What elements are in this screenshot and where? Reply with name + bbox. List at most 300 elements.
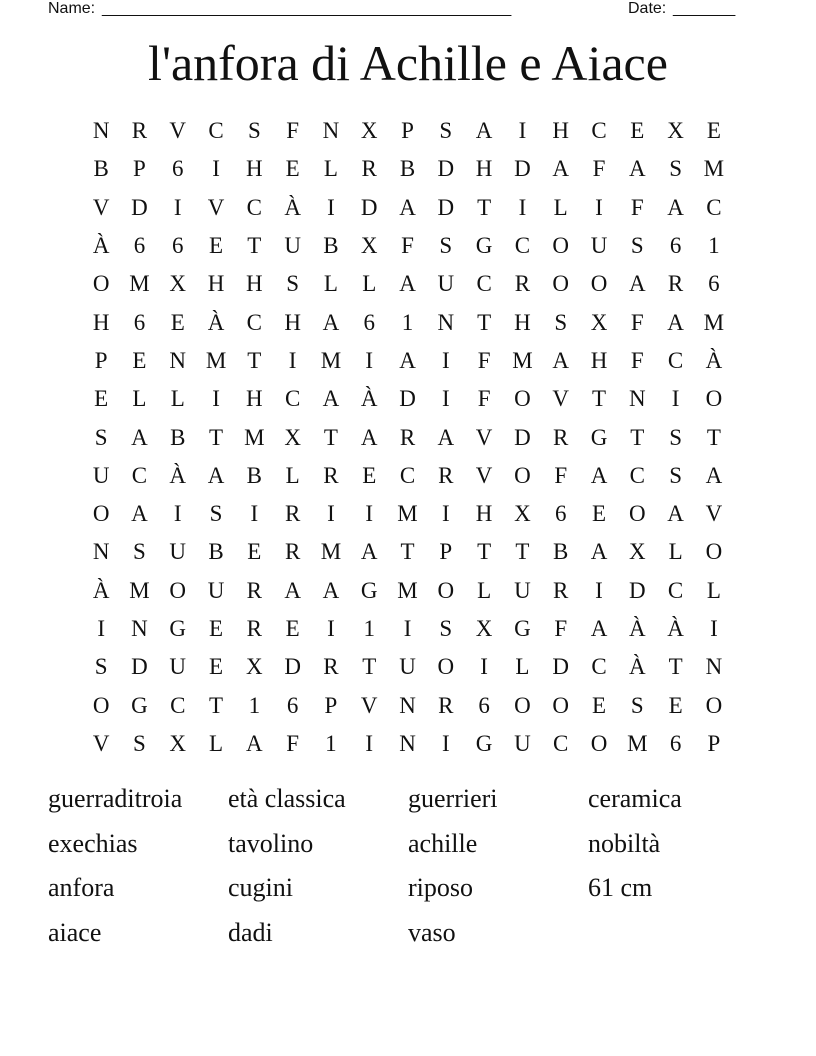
grid-cell[interactable]: R	[553, 577, 569, 603]
grid-cell[interactable]: T	[706, 424, 721, 450]
grid-cell[interactable]: I	[327, 501, 335, 527]
grid-cell[interactable]: 6	[708, 271, 720, 297]
grid-cell[interactable]: A	[322, 386, 340, 412]
grid-cell[interactable]: C	[399, 462, 416, 488]
grid-cell[interactable]: X	[628, 539, 646, 565]
page-title: l'anfora di Achille e Aiace	[148, 35, 668, 91]
grid-cell[interactable]: N	[131, 616, 148, 641]
grid-cell[interactable]: I	[710, 616, 718, 641]
grid-cell[interactable]: À	[628, 654, 646, 680]
date-label: Date:	[628, 0, 667, 17]
grid-cell[interactable]: G	[169, 616, 187, 641]
grid-cell[interactable]: G	[131, 692, 148, 718]
grid-cell[interactable]: D	[399, 386, 416, 412]
grid-cell[interactable]: E	[706, 118, 721, 144]
grid-cell[interactable]: L	[209, 730, 224, 756]
grid-cell[interactable]: O	[552, 233, 570, 259]
grid-cell[interactable]: I	[97, 616, 105, 641]
grid-cell[interactable]: R	[361, 156, 377, 182]
grid-cell[interactable]: G	[514, 616, 531, 641]
grid-cell[interactable]: I	[441, 347, 450, 373]
grid-cell[interactable]: 6	[171, 233, 184, 259]
grid-cell[interactable]: I	[518, 194, 527, 220]
grid-cell[interactable]: S	[133, 730, 146, 756]
grid-cell[interactable]: H	[590, 347, 608, 373]
grid-cell[interactable]: A	[667, 194, 684, 220]
grid-cell[interactable]: R	[284, 539, 301, 565]
grid-cell[interactable]: B	[170, 424, 186, 450]
grid-cell[interactable]: E	[209, 616, 224, 641]
grid-cell[interactable]: I	[173, 194, 182, 220]
grid-cell[interactable]: F	[401, 233, 414, 259]
grid-cell[interactable]: I	[480, 654, 488, 680]
word-list-item: guerraditroia	[48, 784, 183, 813]
grid-cell[interactable]: I	[441, 501, 450, 527]
grid-cell[interactable]: O	[514, 386, 531, 412]
grid-cell[interactable]: U	[399, 654, 416, 680]
grid-cell[interactable]: T	[515, 539, 530, 565]
grid-cell[interactable]: À	[705, 347, 723, 373]
grid-cell[interactable]: I	[365, 501, 374, 527]
grid-cell[interactable]: 1	[401, 309, 414, 335]
grid-cell[interactable]: F	[286, 730, 300, 756]
grid-cell[interactable]: A	[399, 347, 416, 373]
grid-cell[interactable]: C	[208, 118, 224, 144]
grid-cell[interactable]: C	[170, 692, 186, 718]
grid-cell[interactable]: O	[590, 730, 608, 756]
grid-cell[interactable]: P	[707, 730, 721, 756]
grid-cell[interactable]: C	[476, 271, 492, 297]
grid-cell[interactable]: E	[170, 309, 185, 335]
grid-cell[interactable]: M	[205, 347, 227, 373]
grid-cell[interactable]: E	[362, 462, 377, 488]
grid-cell[interactable]: D	[284, 654, 301, 680]
grid-cell[interactable]: V	[475, 462, 493, 488]
grid-cell[interactable]: V	[705, 501, 723, 527]
grid-cell[interactable]: 1	[708, 233, 720, 259]
grid-cell[interactable]: N	[628, 386, 646, 412]
grid-cell[interactable]: T	[477, 194, 492, 220]
grid-cell[interactable]: T	[323, 424, 338, 450]
grid-cell[interactable]: I	[671, 386, 680, 412]
grid-cell[interactable]: C	[553, 730, 569, 756]
grid-cell[interactable]: O	[514, 692, 531, 718]
grid-cell[interactable]: A	[207, 462, 225, 488]
grid-cell[interactable]: S	[554, 309, 568, 335]
grid-cell[interactable]: O	[92, 271, 110, 297]
grid-cell[interactable]: I	[250, 501, 259, 527]
grid-cell[interactable]: I	[595, 577, 603, 603]
grid-cell[interactable]: À	[92, 577, 110, 603]
grid-cell[interactable]: R	[399, 424, 416, 450]
grid-cell[interactable]: X	[514, 501, 531, 527]
grid-cell[interactable]: A	[475, 118, 493, 144]
grid-cell[interactable]: O	[705, 539, 723, 565]
grid-cell[interactable]: F	[630, 347, 644, 373]
grid-cell[interactable]: S	[439, 233, 453, 259]
grid-cell[interactable]: T	[247, 233, 262, 259]
grid-cell[interactable]: V	[169, 118, 187, 144]
grid-cell[interactable]: C	[706, 194, 722, 220]
date-blank[interactable]: _______	[673, 0, 736, 17]
grid-cell[interactable]: A	[667, 501, 684, 527]
grid-cell[interactable]: T	[400, 539, 415, 565]
grid-cell[interactable]: 6	[171, 156, 184, 182]
grid-cell[interactable]: L	[170, 386, 185, 412]
grid-cell[interactable]: X	[475, 616, 493, 641]
grid-cell[interactable]: 6	[478, 692, 490, 718]
grid-cell[interactable]: P	[324, 692, 338, 718]
grid-cell[interactable]: P	[401, 118, 414, 144]
grid-cell[interactable]: 1	[325, 730, 337, 756]
grid-cell[interactable]: F	[554, 616, 568, 641]
grid-cell[interactable]: L	[477, 577, 492, 603]
grid-cell[interactable]: 6	[286, 692, 299, 718]
grid-cell[interactable]: L	[706, 577, 721, 603]
grid-cell[interactable]: E	[94, 386, 109, 412]
grid-cell[interactable]: M	[627, 730, 648, 756]
grid-cell[interactable]: S	[669, 156, 682, 182]
grid-cell[interactable]: A	[399, 271, 416, 297]
grid-cell[interactable]: B	[399, 156, 416, 182]
grid-cell[interactable]: O	[437, 654, 455, 680]
grid-cell[interactable]: I	[441, 730, 450, 756]
grid-cell[interactable]: E	[630, 118, 645, 144]
grid-cell[interactable]: I	[595, 194, 603, 220]
grid-cell[interactable]: C	[667, 577, 684, 603]
grid-cell[interactable]: 6	[133, 309, 146, 335]
name-date-line	[48, 0, 748, 20]
grid-cell[interactable]: T	[362, 654, 377, 680]
grid-cell[interactable]: D	[514, 424, 531, 450]
grid-cell[interactable]: N	[705, 654, 723, 680]
grid-cell[interactable]: A	[246, 730, 263, 756]
grid-cell[interactable]: À	[92, 233, 110, 259]
grid-cell[interactable]: L	[323, 156, 338, 182]
grid-cell[interactable]: C	[284, 386, 301, 412]
grid-cell[interactable]: B	[246, 462, 262, 488]
grid-cell[interactable]: I	[212, 156, 220, 182]
grid-cell[interactable]: V	[475, 424, 493, 450]
grid-cell[interactable]: D	[552, 654, 570, 680]
grid-cell[interactable]: H	[475, 156, 493, 182]
grid-cell[interactable]: E	[591, 692, 607, 718]
grid-cell[interactable]: X	[667, 118, 684, 144]
grid-cell[interactable]: A	[437, 424, 455, 450]
grid-cell[interactable]: T	[209, 692, 224, 718]
grid-cell[interactable]: T	[247, 347, 262, 373]
grid-cell[interactable]: I	[212, 386, 220, 412]
grid-cell[interactable]: S	[133, 539, 146, 565]
grid-cell[interactable]: À	[628, 616, 646, 641]
grid-cell[interactable]: E	[247, 539, 262, 565]
grid-cell[interactable]: À	[169, 462, 187, 488]
grid-cell[interactable]: B	[93, 156, 109, 182]
grid-cell[interactable]: X	[360, 233, 378, 259]
grid-cell[interactable]: H	[246, 271, 263, 297]
grid-cell[interactable]: S	[286, 271, 300, 297]
grid-cell[interactable]: F	[630, 194, 644, 220]
grid-cell[interactable]: T	[477, 539, 492, 565]
grid-cell[interactable]: O	[590, 271, 608, 297]
grid-cell[interactable]: N	[92, 118, 110, 144]
name-blank[interactable]: ______________________________________________	[102, 0, 512, 17]
grid-cell[interactable]: A	[628, 271, 646, 297]
grid-cell[interactable]: O	[552, 271, 570, 297]
grid-cell[interactable]: U	[92, 462, 110, 488]
grid-cell[interactable]: F	[592, 156, 606, 182]
grid-cell[interactable]: G	[475, 730, 493, 756]
grid-cell[interactable]: P	[439, 539, 453, 565]
grid-cell[interactable]: I	[327, 616, 335, 641]
grid-cell[interactable]: U	[514, 730, 531, 756]
grid-cell[interactable]: I	[365, 730, 374, 756]
grid-cell[interactable]: B	[553, 539, 569, 565]
grid-cell[interactable]: M	[129, 271, 150, 297]
grid-cell[interactable]: D	[437, 156, 455, 182]
grid-cell[interactable]: F	[554, 462, 568, 488]
grid-cell[interactable]: U	[169, 654, 187, 680]
grid-cell[interactable]: U	[207, 577, 225, 603]
grid-cell[interactable]: R	[284, 501, 301, 527]
grid-cell[interactable]: U	[514, 577, 531, 603]
grid-cell[interactable]: I	[518, 118, 527, 144]
grid-cell[interactable]: L	[285, 462, 300, 488]
grid-cell[interactable]: G	[360, 577, 378, 603]
grid-cell[interactable]: P	[133, 156, 146, 182]
grid-cell[interactable]: R	[246, 577, 262, 603]
grid-cell[interactable]: A	[705, 462, 723, 488]
grid-cell[interactable]: C	[591, 654, 607, 680]
grid-cell[interactable]: M	[703, 309, 725, 335]
word-list-item: tavolino	[228, 828, 314, 858]
grid-cell[interactable]: G	[475, 233, 493, 259]
grid-cell[interactable]: U	[284, 233, 301, 259]
grid-cell[interactable]: N	[92, 539, 110, 565]
grid-cell[interactable]: N	[437, 309, 455, 335]
grid-cell[interactable]: G	[590, 424, 608, 450]
grid-cell[interactable]: I	[288, 347, 297, 373]
grid-cell[interactable]: À	[667, 616, 684, 641]
grid-cell[interactable]: I	[365, 347, 374, 373]
grid-cell[interactable]: R	[514, 271, 531, 297]
grid-cell[interactable]: A	[131, 501, 148, 527]
grid-cell[interactable]: B	[323, 233, 339, 259]
grid-cell[interactable]: U	[590, 233, 608, 259]
grid-cell[interactable]: L	[515, 654, 530, 680]
grid-cell[interactable]: T	[668, 654, 683, 680]
grid-cell[interactable]: M	[320, 347, 342, 373]
grid-cell[interactable]: S	[630, 233, 644, 259]
grid-cell[interactable]: T	[591, 386, 607, 412]
grid-cell[interactable]: S	[209, 501, 223, 527]
grid-cell[interactable]: S	[439, 118, 453, 144]
grid-cell[interactable]: R	[131, 118, 148, 144]
grid-cell[interactable]: R	[246, 616, 262, 641]
grid-cell[interactable]: L	[668, 539, 683, 565]
grid-cell[interactable]: N	[322, 118, 340, 144]
grid-cell[interactable]: C	[246, 309, 262, 335]
grid-cell[interactable]: E	[209, 654, 224, 680]
grid-cell[interactable]: R	[553, 424, 569, 450]
grid-cell[interactable]: V	[360, 692, 378, 718]
grid-cell[interactable]: O	[628, 501, 646, 527]
grid-cell[interactable]: N	[169, 347, 187, 373]
grid-cell[interactable]: 6	[554, 501, 567, 527]
grid-cell[interactable]: C	[131, 462, 148, 488]
grid-cell[interactable]: S	[439, 616, 453, 641]
grid-cell[interactable]: P	[94, 347, 108, 373]
grid-cell[interactable]: U	[169, 539, 187, 565]
grid-cell[interactable]: F	[477, 386, 491, 412]
grid-cell[interactable]: R	[323, 462, 339, 488]
grid-cell[interactable]: U	[437, 271, 455, 297]
grid-cell[interactable]: V	[92, 730, 110, 756]
grid-cell[interactable]: A	[628, 156, 646, 182]
grid-cell[interactable]: A	[360, 539, 378, 565]
grid-cell[interactable]: A	[590, 462, 608, 488]
grid-cell[interactable]: A	[552, 156, 570, 182]
grid-cell[interactable]: X	[284, 424, 301, 450]
grid-cell[interactable]: M	[512, 347, 533, 373]
grid-cell[interactable]: C	[667, 347, 684, 373]
grid-cell[interactable]: R	[438, 462, 454, 488]
grid-cell[interactable]: 6	[669, 233, 682, 259]
grid-cell[interactable]: A	[590, 616, 608, 641]
grid-cell[interactable]: S	[669, 424, 682, 450]
grid-cell[interactable]: E	[209, 233, 224, 259]
grid-cell[interactable]: O	[552, 692, 570, 718]
grid-cell[interactable]: L	[553, 194, 568, 220]
grid-cell[interactable]: D	[628, 577, 646, 603]
grid-cell[interactable]: M	[129, 577, 150, 603]
grid-cell[interactable]: O	[514, 462, 531, 488]
grid-cell[interactable]: M	[703, 156, 725, 182]
grid-cell[interactable]: X	[169, 271, 187, 297]
grid-cell[interactable]: A	[284, 577, 301, 603]
grid-cell[interactable]: E	[668, 692, 683, 718]
grid-cell[interactable]: T	[477, 309, 492, 335]
grid-cell[interactable]: S	[630, 692, 644, 718]
grid-cell[interactable]: 6	[669, 730, 682, 756]
grid-cell[interactable]: S	[247, 118, 261, 144]
grid-cell[interactable]: L	[362, 271, 377, 297]
grid-cell[interactable]: X	[360, 118, 378, 144]
grid-cell[interactable]: O	[92, 692, 110, 718]
grid-cell[interactable]: H	[246, 156, 263, 182]
grid-cell[interactable]: F	[286, 118, 300, 144]
grid-cell[interactable]: O	[169, 577, 187, 603]
grid-cell[interactable]: E	[285, 616, 300, 641]
grid-cell[interactable]: A	[360, 424, 378, 450]
grid-cell[interactable]: H	[246, 386, 263, 412]
word-list-item: età classica	[228, 784, 346, 813]
grid-cell[interactable]: H	[475, 501, 493, 527]
grid-cell[interactable]: 1	[248, 692, 261, 718]
word-list-item: riposo	[408, 873, 473, 902]
grid-cell[interactable]: A	[667, 309, 684, 335]
grid-cell[interactable]: L	[132, 386, 147, 412]
grid-cell[interactable]: V	[207, 194, 225, 220]
grid-cell[interactable]: S	[94, 654, 108, 680]
grid-cell[interactable]: F	[630, 309, 644, 335]
grid-cell[interactable]: X	[590, 309, 608, 335]
grid-cell[interactable]: M	[244, 424, 265, 450]
grid-cell[interactable]: O	[705, 692, 723, 718]
grid-cell[interactable]: V	[552, 386, 570, 412]
grid-cell[interactable]: D	[437, 194, 455, 220]
grid-cell[interactable]: C	[629, 462, 645, 488]
grid-cell[interactable]: D	[131, 654, 148, 680]
grid-cell[interactable]: S	[94, 424, 108, 450]
grid-cell[interactable]: H	[207, 271, 225, 297]
grid-cell[interactable]: A	[552, 347, 570, 373]
grid-cell[interactable]: A	[590, 539, 608, 565]
grid-cell[interactable]: 1	[363, 616, 375, 641]
grid-cell[interactable]: I	[327, 194, 335, 220]
grid-cell[interactable]: M	[320, 539, 342, 565]
grid-cell[interactable]: R	[323, 654, 339, 680]
grid-cell[interactable]: H	[552, 118, 570, 144]
grid-cell[interactable]: A	[399, 194, 416, 220]
grid-cell[interactable]: E	[285, 156, 300, 182]
grid-cell[interactable]: A	[131, 424, 148, 450]
grid-cell[interactable]: C	[246, 194, 262, 220]
grid-cell[interactable]: H	[514, 309, 531, 335]
grid-cell[interactable]: D	[131, 194, 148, 220]
grid-cell[interactable]: 6	[363, 309, 375, 335]
grid-cell[interactable]: R	[667, 271, 684, 297]
word-list-item: nobiltà	[588, 828, 661, 858]
grid-cell[interactable]: M	[397, 577, 418, 603]
grid-cell[interactable]: I	[403, 616, 412, 641]
grid-cell[interactable]: R	[438, 692, 454, 718]
grid-cell[interactable]: T	[630, 424, 645, 450]
grid-cell[interactable]: N	[399, 730, 416, 756]
grid-cell[interactable]: H	[284, 309, 301, 335]
grid-cell[interactable]: C	[514, 233, 531, 259]
word-search-grid	[82, 112, 733, 763]
grid-cell[interactable]: E	[591, 501, 607, 527]
grid-cell[interactable]: D	[514, 156, 531, 182]
grid-cell[interactable]: E	[132, 347, 147, 373]
grid-cell[interactable]: V	[92, 194, 110, 220]
grid-cell[interactable]: M	[397, 501, 418, 527]
grid-cell[interactable]: 6	[133, 233, 146, 259]
grid-cell[interactable]: B	[208, 539, 224, 565]
grid-cell[interactable]: T	[209, 424, 224, 450]
grid-cell[interactable]: L	[323, 271, 338, 297]
grid-cell[interactable]: I	[173, 501, 182, 527]
grid-cell[interactable]: H	[92, 309, 110, 335]
grid-cell[interactable]: D	[360, 194, 378, 220]
grid-cell[interactable]: X	[169, 730, 187, 756]
grid-cell[interactable]: O	[92, 501, 110, 527]
grid-cell[interactable]: C	[591, 118, 607, 144]
grid-cell[interactable]: S	[669, 462, 682, 488]
grid-cell[interactable]: O	[705, 386, 723, 412]
grid-cell[interactable]: A	[322, 577, 340, 603]
grid-cell[interactable]: F	[477, 347, 491, 373]
grid-cell[interactable]: À	[284, 194, 301, 220]
grid-cell[interactable]: À	[207, 309, 225, 335]
grid-cell[interactable]: N	[399, 692, 416, 718]
grid-cell[interactable]: À	[360, 386, 378, 412]
grid-cell[interactable]: O	[437, 577, 455, 603]
grid-cell[interactable]: I	[441, 386, 450, 412]
grid-cell[interactable]: X	[246, 654, 263, 680]
grid-cell[interactable]: A	[322, 309, 340, 335]
